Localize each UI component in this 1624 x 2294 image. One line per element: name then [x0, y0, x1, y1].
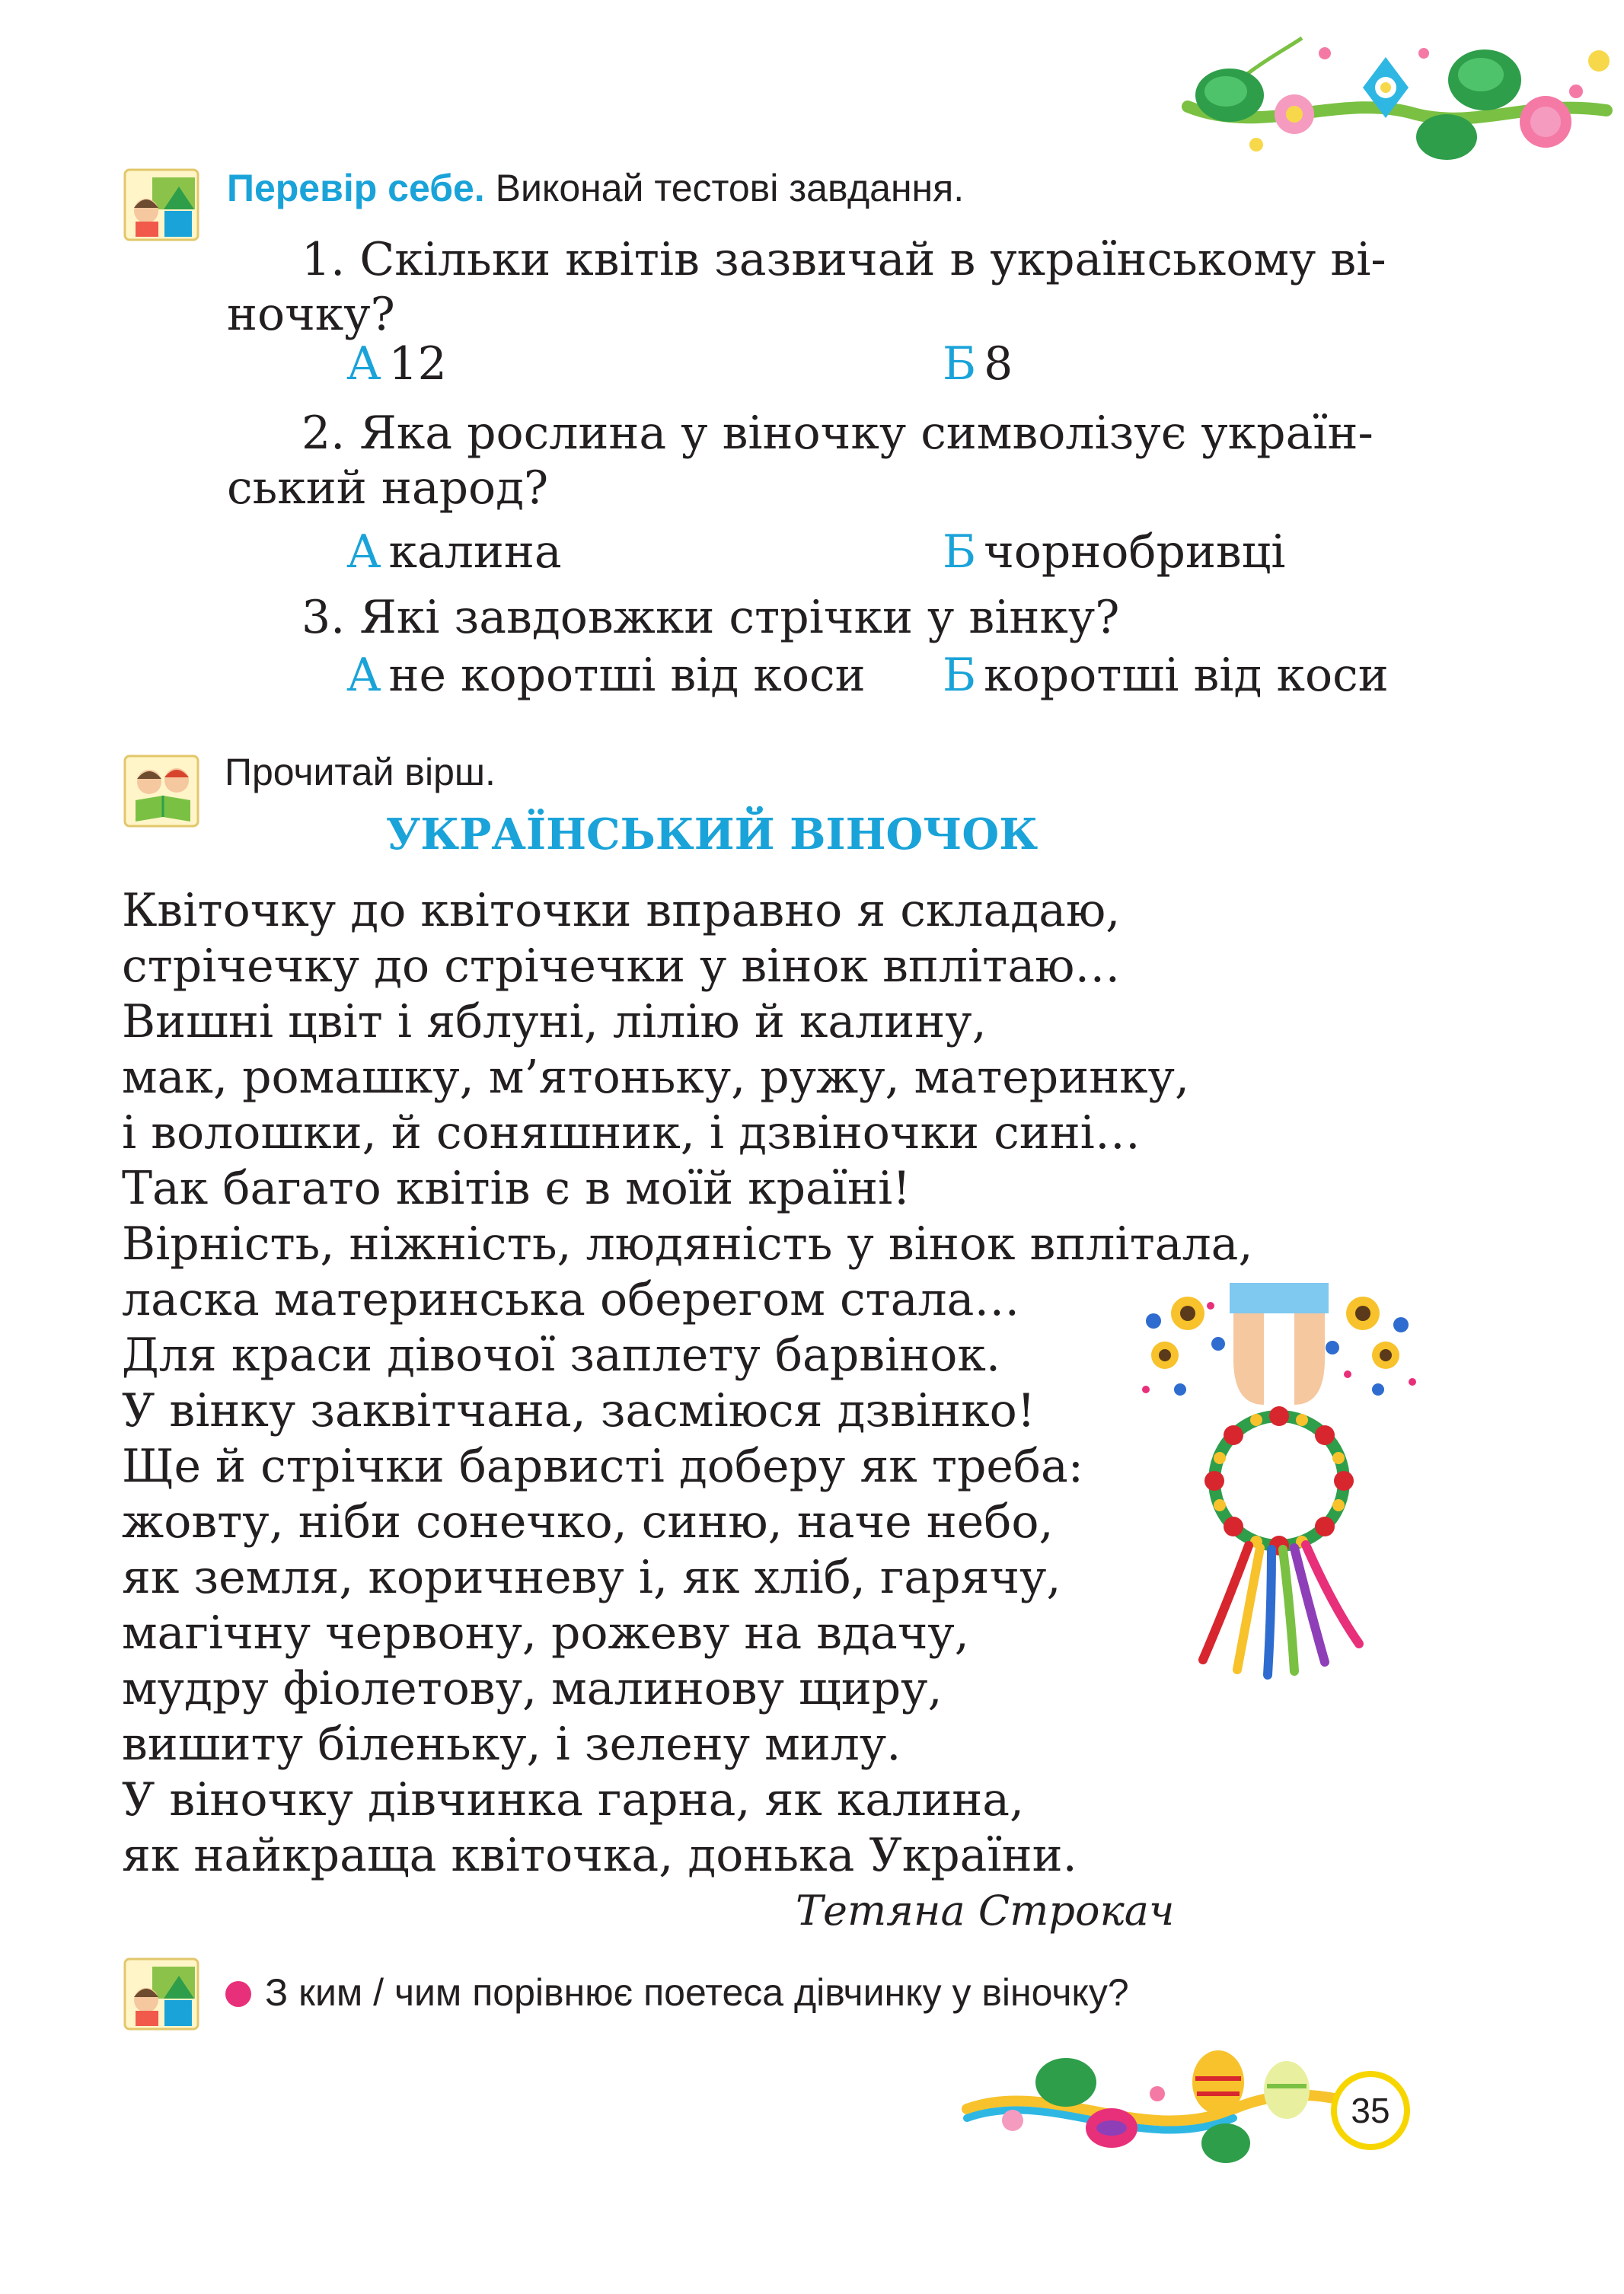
wreath-with-ribbons-illustration [1134, 1283, 1424, 1686]
poem-line: Для краси дівочої заплету барвінок. [122, 1329, 1000, 1382]
poem-line: Ще й стрічки барвисті доберу як треба: [122, 1440, 1083, 1493]
poem-line: У вінку заквітчана, засміюся дзвінко! [122, 1384, 1035, 1437]
question-1-text-line2: ночку? [227, 288, 395, 341]
easter-eggs-decoration-bottom [959, 2048, 1355, 2170]
page-number-badge [1331, 2071, 1410, 2150]
test-task-icon [122, 164, 206, 247]
poem-line: Так багато квітів є в моїй країні! [122, 1162, 911, 1215]
page-number: 35 [1351, 2091, 1390, 2130]
question-2-option-a [346, 525, 562, 579]
option-letter: Б [943, 649, 977, 702]
question-1-text-line1: Скільки квітів зазвичай в українському ві- [359, 233, 1386, 286]
option-letter: А [346, 649, 381, 702]
option-text: не коротші від коси [388, 649, 866, 702]
poem-line: Квіточку до квіточки вправно я складаю, [122, 884, 1121, 937]
poem-line: ласка материнська оберегом стала… [122, 1273, 1020, 1326]
question-3-text-line1: Які завдовжки стрічки у вінку? [359, 591, 1120, 644]
option-text: чорнобривці [984, 525, 1286, 579]
floral-branch-decoration-top [1173, 23, 1622, 168]
poem-line: і волошки, й соняшник, і дзвіночки сині… [122, 1106, 1141, 1160]
question-2-text-line1: Яка рослина у віночку символізує україн- [359, 407, 1374, 460]
poem-author: Тетяна Строкач [796, 1887, 1175, 1935]
poem-line: як найкраща квіточка, донька України. [122, 1829, 1077, 1882]
question-3 [227, 590, 1119, 645]
task3-question: З ким / чим порівнює поетеса дівчинку у віночку? [265, 1971, 1129, 2014]
option-text: 8 [984, 337, 1013, 391]
question-3-number: 3. [302, 591, 346, 644]
task1-instruction: Виконай тестові завдання. [495, 167, 965, 209]
option-text: коротші від коси [984, 649, 1389, 702]
question-2 [227, 406, 1415, 515]
task1-header [227, 166, 964, 210]
task1-title: Перевір себе. [227, 167, 485, 209]
poem-line: вишиту біленьку, і зелену милу. [122, 1718, 901, 1771]
poem-line: магічну червону, рожеву на вдачу, [122, 1606, 969, 1660]
question-2-text-line2: ський народ? [227, 461, 549, 515]
question-3-option-b [943, 649, 1389, 702]
option-letter: Б [943, 525, 977, 579]
option-letter: Б [943, 337, 977, 391]
question-2-option-b [943, 525, 1285, 579]
poem-line: як земля, коричневу і, як хліб, гарячу, [122, 1551, 1061, 1604]
poem-line: жовту, ніби сонечко, синю, наче небо, [122, 1495, 1054, 1549]
option-letter: А [346, 337, 381, 391]
question-1-number: 1. [302, 233, 346, 286]
option-text: калина [388, 525, 562, 579]
question-task-icon [122, 1953, 206, 2037]
poem-line: мудру фіолетову, малинову щиру, [122, 1662, 943, 1715]
question-1 [227, 232, 1415, 342]
poem-line: Вишні цвіт і яблуні, лілію й калину, [122, 995, 987, 1048]
bullet-icon [225, 1981, 251, 2007]
option-letter: А [346, 525, 381, 579]
task2-instruction: Прочитай вірш. [225, 751, 496, 793]
question-3-option-a [346, 649, 866, 702]
poem-line: стрічечку до стрічечки у вінок вплітаю… [122, 940, 1121, 993]
option-text: 12 [388, 337, 447, 391]
question-2-number: 2. [302, 407, 346, 460]
poem-line: мак, ромашку, м’ятоньку, ружу, материнку, [122, 1051, 1190, 1104]
question-1-option-a [346, 337, 447, 391]
poem-line: У віночку дівчинка гарна, як калина, [122, 1773, 1025, 1827]
poem-title: УКРАЇНСЬКИЙ ВІНОЧОК [385, 809, 1039, 860]
question-1-option-b [943, 337, 1013, 391]
poem-line: Вірність, ніжність, людяність у вінок вплітала, [122, 1217, 1253, 1271]
